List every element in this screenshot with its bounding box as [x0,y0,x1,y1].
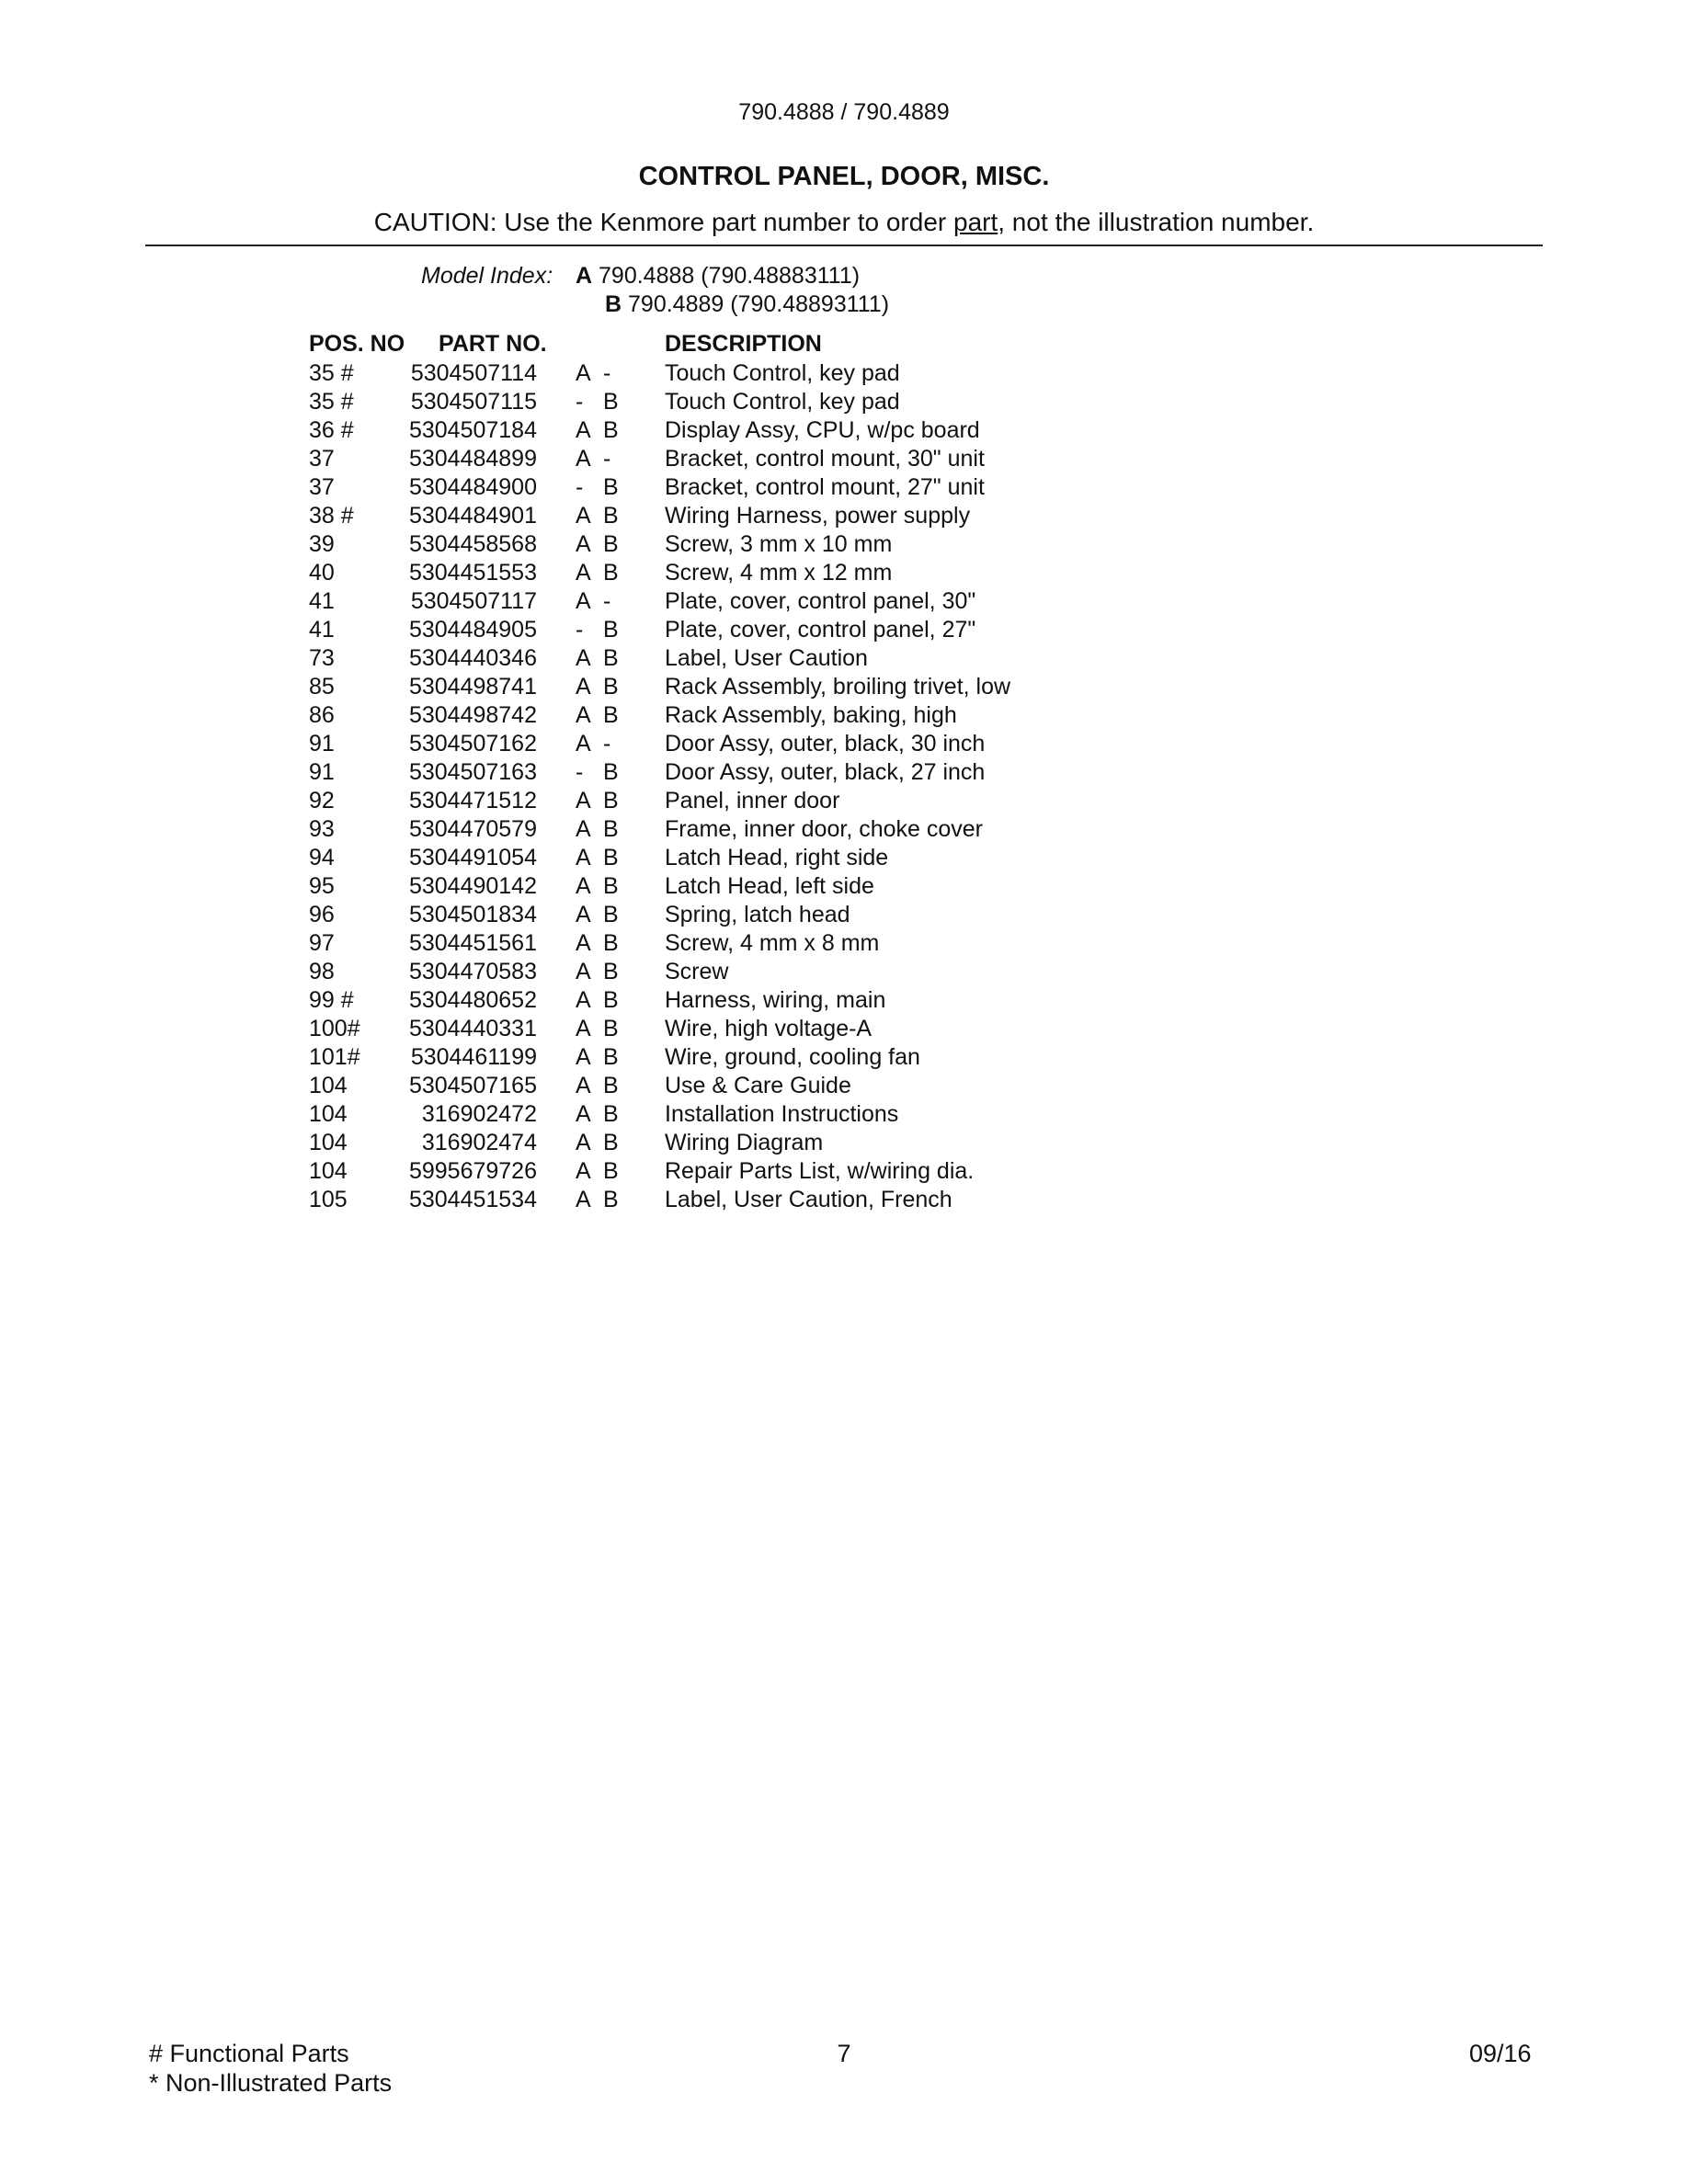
cell-part-number: 5304484900 [408,474,537,500]
cell-pos: 92 [309,788,335,813]
table-row [0,872,1103,901]
cell-pos: 104 [309,1130,348,1155]
model-index-b [605,291,889,318]
model-index-a [576,263,860,290]
cell-model-b: B [603,417,619,443]
cell-pos: 105 [309,1187,348,1212]
cell-description: Frame, inner door, choke cover [665,816,983,842]
cell-pos: 41 [309,617,335,643]
cell-part-number: 5304440331 [408,1016,537,1041]
caution-notice [0,208,1688,237]
cell-part-number: 5304498741 [408,674,537,700]
cell-model-a: A [576,930,591,956]
cell-model-b: B [603,959,619,984]
table-row [0,758,1103,787]
table-row [0,559,1103,587]
legend-non-illustrated-parts: * Non-Illustrated Parts [149,2069,393,2097]
cell-description: Repair Parts List, w/wiring dia. [665,1158,975,1184]
table-row [0,1129,1103,1157]
cell-part-number: 5304507162 [408,731,537,756]
cell-part-number: 5304451553 [408,560,537,586]
cell-model-b: - [603,446,611,472]
table-row [0,730,1103,758]
cell-model-b: B [603,873,619,899]
cell-part-number: 5304470579 [408,816,537,842]
table-row [0,445,1103,473]
cell-part-number: 5304484905 [408,617,537,643]
cell-model-b: B [603,987,619,1013]
cell-model-a: A [576,503,591,529]
cell-model-a: A [576,902,591,927]
parts-table [0,359,1103,1214]
cell-model-a: - [576,759,584,785]
cell-pos: 99 # [309,987,354,1013]
table-row [0,644,1103,673]
cell-pos: 91 [309,731,335,756]
cell-model-a: - [576,474,584,500]
cell-description: Installation Instructions [665,1101,899,1127]
model-index-b-key: B [605,291,622,317]
cell-model-b: B [603,674,619,700]
cell-description: Panel, inner door [665,788,840,813]
cell-pos: 37 [309,446,335,472]
table-row [0,1186,1103,1214]
model-index-a-text: 790.4888 (790.48883111) [592,263,861,289]
cell-model-b: B [603,389,619,415]
legend-functional-parts: # Functional Parts [149,2040,349,2067]
cell-part-number: 5304507117 [410,588,537,614]
cell-model-b: B [603,788,619,813]
cell-part-number: 5304484899 [408,446,537,472]
cell-description: Screw, 4 mm x 12 mm [665,560,893,586]
cell-part-number: 5995679726 [408,1158,537,1184]
cell-part-number: 5304507115 [410,389,537,415]
table-row [0,901,1103,929]
cell-model-a: A [576,645,591,671]
cell-model-b: B [603,930,619,956]
table-row [0,958,1103,986]
cell-model-b: B [603,531,619,557]
table-row [0,587,1103,616]
cell-part-number: 5304498742 [408,702,537,728]
cell-pos: 96 [309,902,335,927]
cell-description: Label, User Caution, French [665,1187,952,1212]
cell-pos: 97 [309,930,335,956]
cell-pos: 95 [309,873,335,899]
cell-model-b: B [603,617,619,643]
cell-pos: 91 [309,759,335,785]
cell-model-b: B [603,759,619,785]
cell-model-b: B [603,645,619,671]
cell-part-number: 5304480652 [408,987,537,1013]
cell-model-b: B [603,1130,619,1155]
caution-text-pre: CAUTION: Use the Kenmore part number to order [373,208,953,236]
caution-text-underlined: part [953,208,998,236]
cell-model-a: A [576,1101,591,1127]
header-divider [145,245,1543,246]
table-row [0,473,1103,502]
column-header-pos: POS. NO [309,331,405,357]
table-row [0,359,1103,388]
cell-model-a: A [576,417,591,443]
cell-pos: 104 [309,1158,348,1184]
table-row [0,1015,1103,1043]
table-row [0,1072,1103,1100]
cell-part-number: 5304490142 [408,873,537,899]
cell-pos: 93 [309,816,335,842]
cell-model-a: A [576,702,591,728]
cell-part-number: 5304507184 [408,417,537,443]
cell-pos: 36 # [309,417,354,443]
cell-description: Plate, cover, control panel, 27" [665,617,976,643]
cell-description: Latch Head, right side [665,845,889,870]
cell-pos: 35 # [309,360,354,386]
cell-pos: 39 [309,531,335,557]
cell-model-a: A [576,360,591,386]
cell-pos: 73 [309,645,335,671]
cell-pos: 98 [309,959,335,984]
cell-model-a: A [576,987,591,1013]
table-row [0,673,1103,701]
cell-description: Screw, 3 mm x 10 mm [665,531,893,557]
cell-model-a: A [576,816,591,842]
table-row [0,388,1103,416]
cell-model-b: - [603,731,611,756]
model-number-heading: 790.4888 / 790.4889 [738,99,950,125]
cell-model-a: - [576,617,584,643]
cell-description: Wiring Diagram [665,1130,824,1155]
table-row [0,616,1103,644]
table-row [0,815,1103,844]
table-row [0,1157,1103,1186]
cell-model-b: B [603,1044,619,1070]
cell-model-a: A [576,788,591,813]
table-row [0,929,1103,958]
cell-description: Plate, cover, control panel, 30" [665,588,976,614]
table-row [0,1043,1103,1072]
cell-model-b: B [603,474,619,500]
cell-description: Rack Assembly, baking, high [665,702,957,728]
model-index-a-key: A [576,263,593,289]
table-row [0,701,1103,730]
cell-model-a: A [576,531,591,557]
cell-part-number: 5304491054 [408,845,537,870]
cell-pos: 104 [309,1073,348,1098]
cell-description: Door Assy, outer, black, 30 inch [665,731,986,756]
cell-description: Display Assy, CPU, w/pc board [665,417,980,443]
table-row [0,1100,1103,1129]
cell-part-number: 316902472 [421,1101,537,1127]
cell-part-number: 5304451561 [408,930,537,956]
table-row [0,986,1103,1015]
cell-part-number: 5304501834 [408,902,537,927]
cell-pos: 86 [309,702,335,728]
table-row [0,530,1103,559]
caution-text-post: , not the illustration number. [998,208,1315,236]
cell-description: Bracket, control mount, 27" unit [665,474,985,500]
cell-description: Screw [665,959,729,984]
cell-model-a: A [576,1016,591,1041]
cell-part-number: 5304484901 [408,503,537,529]
cell-pos: 104 [309,1101,348,1127]
cell-model-b: B [603,816,619,842]
column-header-description: DESCRIPTION [665,331,822,357]
cell-description: Screw, 4 mm x 8 mm [665,930,880,956]
cell-model-a: A [576,731,591,756]
table-row [0,787,1103,815]
cell-description: Rack Assembly, broiling trivet, low [665,674,1011,700]
cell-model-a: A [576,446,591,472]
cell-description: Touch Control, key pad [665,360,900,386]
cell-model-a: A [576,959,591,984]
column-header-part: PART NO. [439,331,547,357]
cell-pos: 37 [309,474,335,500]
cell-model-a: A [576,1158,591,1184]
cell-model-b: B [603,1158,619,1184]
cell-pos: 85 [309,674,335,700]
cell-model-a: A [576,1130,591,1155]
cell-model-b: B [603,1101,619,1127]
cell-model-a: A [576,873,591,899]
cell-description: Wire, ground, cooling fan [665,1044,920,1070]
cell-pos: 94 [309,845,335,870]
table-row [0,416,1103,445]
cell-part-number: 5304507114 [410,360,537,386]
cell-model-a: A [576,674,591,700]
cell-description: Harness, wiring, main [665,987,886,1013]
cell-pos: 35 # [309,389,354,415]
cell-part-number: 5304451534 [408,1187,537,1212]
cell-model-b: B [603,1073,619,1098]
cell-pos: 101# [309,1044,360,1070]
cell-part-number: 5304461199 [410,1044,537,1070]
cell-pos: 41 [309,588,335,614]
cell-model-b: - [603,360,611,386]
cell-model-b: B [603,702,619,728]
revision-date: 09/16 [1469,2040,1532,2067]
cell-description: Door Assy, outer, black, 27 inch [665,759,986,785]
cell-description: Touch Control, key pad [665,389,900,415]
cell-model-b: B [603,845,619,870]
cell-part-number: 5304458568 [408,531,537,557]
cell-description: Spring, latch head [665,902,850,927]
page-number: 7 [837,2040,851,2067]
cell-part-number: 5304507163 [408,759,537,785]
cell-description: Wire, high voltage-A [665,1016,873,1041]
cell-model-a: A [576,845,591,870]
table-row [0,502,1103,530]
cell-model-a: A [576,1044,591,1070]
cell-part-number: 5304470583 [408,959,537,984]
cell-model-a: A [576,1187,591,1212]
cell-model-b: B [603,902,619,927]
cell-part-number: 5304440346 [408,645,537,671]
cell-pos: 100# [309,1016,360,1041]
cell-model-a: A [576,560,591,586]
cell-model-b: B [603,1016,619,1041]
cell-model-a: A [576,588,591,614]
cell-description: Use & Care Guide [665,1073,851,1098]
table-row [0,844,1103,872]
cell-description: Latch Head, left side [665,873,874,899]
cell-model-b: B [603,503,619,529]
model-index-label: Model Index: [421,263,553,289]
cell-part-number: 5304507165 [408,1073,537,1098]
cell-pos: 38 # [309,503,354,529]
cell-description: Wiring Harness, power supply [665,503,971,529]
cell-model-a: A [576,1073,591,1098]
model-index-b-text: 790.4889 (790.48893111) [622,291,890,317]
cell-part-number: 316902474 [421,1130,537,1155]
cell-description: Label, User Caution [665,645,868,671]
cell-description: Bracket, control mount, 30" unit [665,446,985,472]
cell-model-b: B [603,560,619,586]
cell-model-b: B [603,1187,619,1212]
cell-part-number: 5304471512 [408,788,537,813]
cell-pos: 40 [309,560,335,586]
cell-model-a: - [576,389,584,415]
cell-model-b: - [603,588,611,614]
page-title: CONTROL PANEL, DOOR, MISC. [638,162,1050,191]
